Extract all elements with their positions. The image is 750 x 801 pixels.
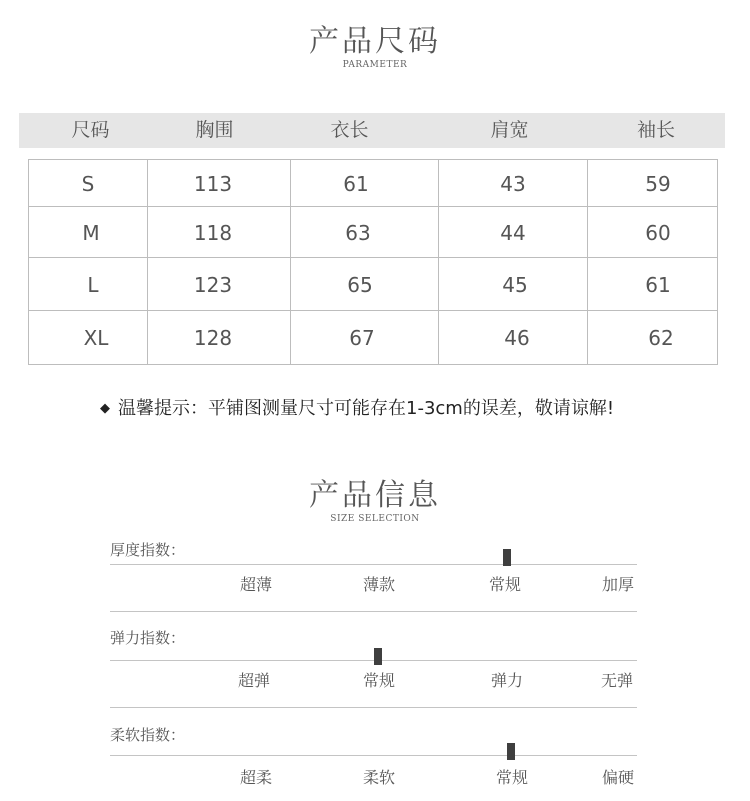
scale-label: 厚度指数： <box>110 541 186 559</box>
cell-shoulder: 44 <box>500 221 526 245</box>
header-length: 衣长 <box>330 119 369 141</box>
header-shoulder: 肩宽 <box>490 119 529 141</box>
scale-option: 偏硬 <box>602 768 635 787</box>
scale-option: 薄款 <box>363 575 396 594</box>
size-section-title: 产品尺码 <box>309 24 441 59</box>
scale-option: 超弹 <box>238 671 271 690</box>
cell-shoulder: 46 <box>504 326 530 350</box>
cell-sleeve: 60 <box>645 221 671 245</box>
tip-text: 温馨提示：平铺图测量尺寸可能存在1-3cm的误差，敬请谅解! <box>118 398 615 419</box>
measurement-tip <box>100 394 614 420</box>
scale-option: 弹力 <box>491 671 524 690</box>
cell-size: M <box>82 221 100 245</box>
scale-label: 柔软指数： <box>110 726 186 744</box>
size-section-subtitle: PARAMETER <box>342 60 408 70</box>
cell-length: 63 <box>345 221 371 245</box>
info-section-subtitle: SIZE SELECTION <box>330 514 420 524</box>
header-sleeve: 袖长 <box>636 119 675 141</box>
cell-sleeve: 62 <box>648 326 674 350</box>
diamond-icon: ◆ <box>100 401 110 416</box>
size-table <box>28 159 718 365</box>
size-table-header <box>19 113 725 148</box>
scale-divider <box>110 611 637 612</box>
cell-length: 65 <box>347 273 373 297</box>
header-size: 尺码 <box>71 119 110 141</box>
scale-option: 常规 <box>363 671 396 690</box>
cell-shoulder: 45 <box>502 273 528 297</box>
scale-option: 超薄 <box>240 575 273 594</box>
scale-option: 无弹 <box>601 671 634 690</box>
cell-length: 67 <box>349 326 375 350</box>
scale-option: 常规 <box>496 768 529 787</box>
cell-chest: 118 <box>193 221 233 245</box>
scale-option: 超柔 <box>240 768 273 787</box>
info-section-title: 产品信息 <box>309 478 441 513</box>
scale-option: 常规 <box>489 575 522 594</box>
cell-sleeve: 61 <box>645 273 671 297</box>
scale-marker <box>374 648 382 665</box>
cell-length: 61 <box>343 172 369 196</box>
cell-sleeve: 59 <box>645 172 671 196</box>
cell-chest: 113 <box>193 172 233 196</box>
scale-label: 弹力指数： <box>110 629 186 647</box>
cell-shoulder: 43 <box>500 172 526 196</box>
header-chest: 胸围 <box>195 119 234 141</box>
cell-size: S <box>81 172 95 196</box>
scale-option: 柔软 <box>363 768 396 787</box>
scale-track <box>110 564 637 565</box>
cell-chest: 128 <box>193 326 233 350</box>
scale-divider <box>110 707 637 708</box>
scale-option: 加厚 <box>602 575 635 594</box>
cell-size: XL <box>83 326 109 350</box>
cell-chest: 123 <box>193 273 233 297</box>
scale-marker <box>503 549 511 566</box>
scale-track <box>110 755 637 756</box>
scale-marker <box>507 743 515 760</box>
cell-size: L <box>87 273 99 297</box>
